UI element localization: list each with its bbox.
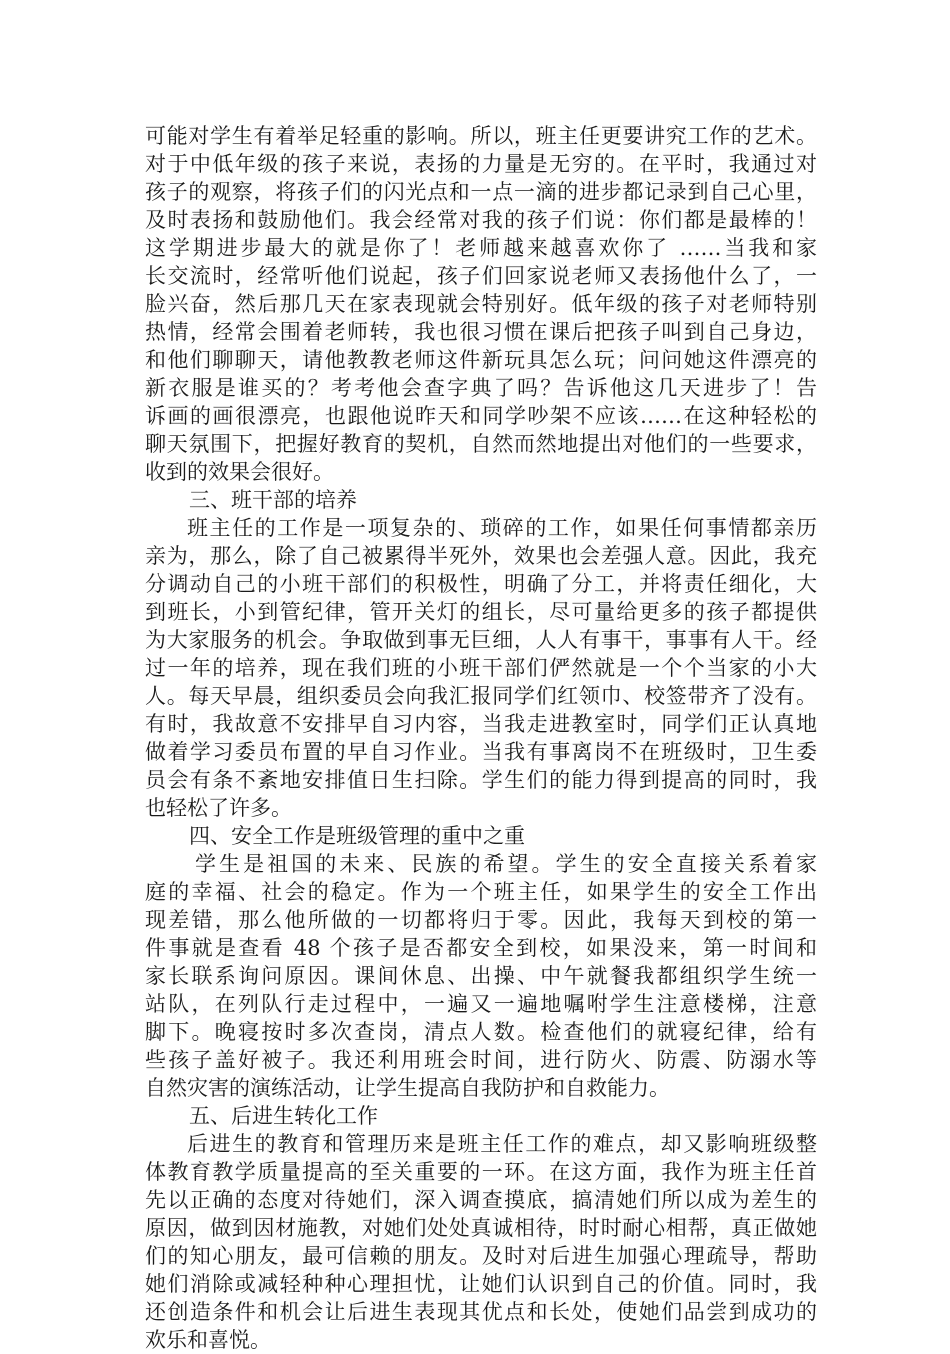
text-line: 亲为，那么，除了自己被累得半死外，效果也会差强人意。因此，我充 (145, 544, 817, 568)
text-line: 站队，在列队行走过程中，一遍又一遍地嘱咐学生注意楼梯，注意 (145, 992, 817, 1016)
section-heading-underachievers: 五、后进生转化工作 (189, 1104, 378, 1128)
text-line: 家长联系询问原因。课间休息、出操、中午就餐我都组织学生统一 (145, 964, 817, 988)
section-heading-class-cadres: 三、班干部的培养 (189, 488, 357, 512)
text-line: 庭的幸福、社会的稳定。作为一个班主任，如果学生的安全工作出 (145, 880, 817, 904)
text-line: 为大家服务的机会。争取做到事无巨细，人人有事干，事事有人干。经 (145, 628, 817, 652)
paragraph-safety (145, 850, 817, 1102)
text-line: 学生是祖国的未来、民族的希望。学生的安全直接关系着家 (195, 852, 817, 876)
text-line: 自然灾害的演练活动，让学生提高自我防护和自救能力。 (145, 1076, 670, 1100)
text-line: 到班长，小到管纪律，管开关灯的组长，尽可量给更多的孩子都提供 (145, 600, 817, 624)
text-line: 和他们聊聊天，请他教教老师这件新玩具怎么玩；问问她这件漂亮的 (145, 348, 817, 372)
text-line: 还创造条件和机会让后进生表现其优点和长处，使她们品尝到成功的 (145, 1300, 817, 1324)
text-line: 班主任的工作是一项复杂的、琐碎的工作，如果任何事情都亲历 (187, 516, 817, 540)
text-line: 她们消除或减轻种种心理担忧，让她们认识到自己的价值。同时，我 (145, 1272, 817, 1296)
text-line: 欢乐和喜悦。 (145, 1328, 271, 1352)
text-line: 脸兴奋，然后那几天在家表现就会特别好。低年级的孩子对老师特别 (145, 292, 817, 316)
text-line: 后进生的教育和管理历来是班主任工作的难点，却又影响班级整 (187, 1132, 817, 1156)
section-heading-safety: 四、安全工作是班级管理的重中之重 (189, 824, 525, 848)
text-line: 脚下。晚寝按时多次查岗，清点人数。检查他们的就寝纪律，给有 (145, 1020, 817, 1044)
text-line: 热情，经常会围着老师转，我也很习惯在课后把孩子叫到自己身边， (145, 320, 817, 344)
text-line: 也轻松了许多。 (145, 796, 292, 820)
text-line: 先以正确的态度对待她们，深入调查摸底，搞清她们所以成为差生的 (145, 1188, 817, 1212)
text-line: 原因，做到因材施教，对她们处处真诚相待，时时耐心相帮，真正做她 (145, 1216, 817, 1240)
text-line: 孩子的观察，将孩子们的闪光点和一点一滴的进步都记录到自己心里， (145, 180, 817, 204)
text-line: 人。每天早晨，组织委员会向我汇报同学们红领巾、校签带齐了没有。 (145, 684, 817, 708)
text-line: 有时，我故意不安排早自习内容，当我走进教室时，同学们正认真地 (145, 712, 817, 736)
text-line: 过一年的培养，现在我们班的小班干部们俨然就是一个个当家的小大 (145, 656, 817, 680)
paragraph-praise (145, 122, 817, 486)
text-line: 聊天氛围下，把握好教育的契机，自然而然地提出对他们的一些要求， (145, 432, 817, 456)
text-line: 体教育教学质量提高的至关重要的一环。在这方面，我作为班主任首 (145, 1160, 817, 1184)
text-line: 做着学习委员布置的早自习作业。当我有事离岗不在班级时，卫生委 (145, 740, 817, 764)
paragraph-underachievers (145, 1130, 817, 1354)
text-line: 员会有条不紊地安排值日生扫除。学生们的能力得到提高的同时，我 (145, 768, 817, 792)
text-line: 新衣服是谁买的？考考他会查字典了吗？告诉他这几天进步了！告 (145, 376, 817, 400)
text-line: 分调动自己的小班干部们的积极性，明确了分工，并将责任细化，大 (145, 572, 817, 596)
document-body (145, 122, 817, 1354)
text-line: 件事就是查看 48 个孩子是否都安全到校，如果没来，第一时间和 (145, 936, 817, 960)
paragraph-class-cadres (145, 514, 817, 822)
text-line: 现差错，那么他所做的一切都将归于零。因此，我每天到校的第一 (145, 908, 817, 932)
text-line: 长交流时，经常听他们说起，孩子们回家说老师又表扬他什么了，一 (145, 264, 817, 288)
text-line: 们的知心朋友，最可信赖的朋友。及时对后进生加强心理疏导，帮助 (145, 1244, 817, 1268)
text-line: 些孩子盖好被子。我还利用班会时间，进行防火、防震、防溺水等 (145, 1048, 817, 1072)
text-line: 这学期进步最大的就是你了！老师越来越喜欢你了 ……当我和家 (145, 236, 817, 260)
text-line: 收到的效果会很好。 (145, 460, 334, 484)
text-line: 对于中低年级的孩子来说，表扬的力量是无穷的。在平时，我通过对 (145, 152, 817, 176)
text-line: 诉画的画很漂亮，也跟他说昨天和同学吵架不应该……在这种轻松的 (145, 404, 817, 428)
text-line: 可能对学生有着举足轻重的影响。所以，班主任更要讲究工作的艺术。 (145, 124, 817, 148)
text-line: 及时表扬和鼓励他们。我会经常对我的孩子们说：你们都是最棒的！ (145, 208, 817, 232)
